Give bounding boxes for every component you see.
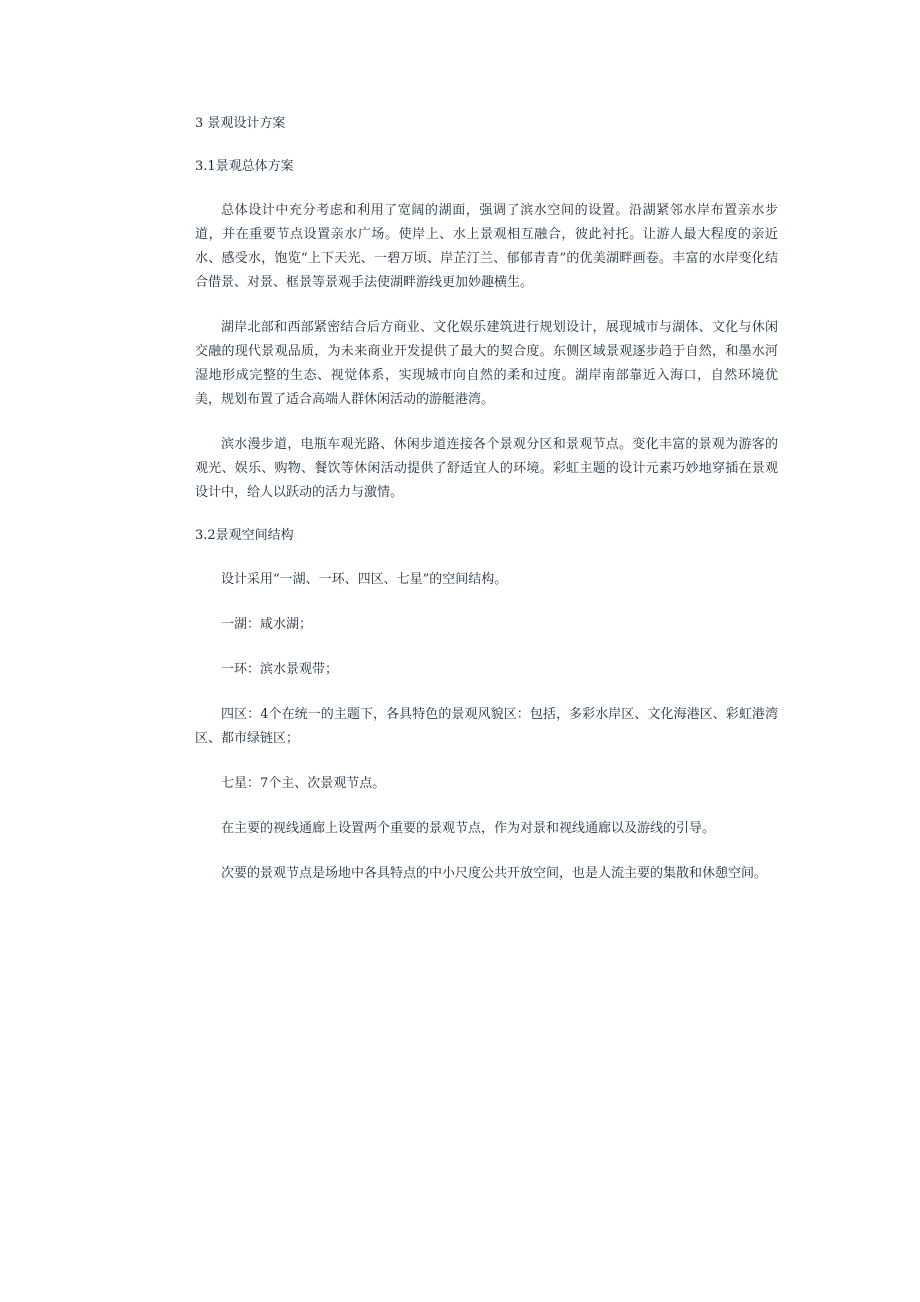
subsection-title-3-2: 3.2景观空间结构 <box>195 528 294 543</box>
paragraph-one-ring: 一环：滨水景观带； <box>221 662 339 677</box>
paragraph-main-nodes: 在主要的视线通廊上设置两个重要的景观节点，作为对景和视线通廊以及游线的引导。 <box>221 821 716 836</box>
subsection-title-3-1: 3.1景观总体方案 <box>195 159 294 174</box>
section-title: 3 景观设计方案 <box>195 116 286 131</box>
paragraph-seven-stars: 七星：7个主、次景观节点。 <box>221 776 386 791</box>
paragraph-promenade: 滨水漫步道，电瓶车观光路、休闲步道连接各个景观分区和景观节点。变化丰富的景观为游客的观光、娱乐、购物、餐饮等休闲活动提供了舒适宜人的环境。彩虹主题的设计元素巧妙地穿插在景观设计中，给人以跃动的活力与激情。 <box>195 437 778 500</box>
paragraph-spatial-structure: 设计采用“一湖、一环、四区、七星”的空间结构。 <box>221 572 508 587</box>
paragraph-north-west-shore: 湖岸北部和西部紧密结合后方商业、文化娱乐建筑进行规划设计，展现城市与湖体、文化与休闲交融的现代景观品质，为未来商业开发提供了最大的契合度。东侧区域景观逐步趋于自然，和墨水河湿地形成完整的生态、视觉体系，实现城市向自然的柔和过度。湖岸南部靠近入海口，自然环境优美，规划布置了适合高端人群休闲活动的游艇港湾。 <box>195 320 778 407</box>
paragraph-four-zones: 四区：4个在统一的主题下，各具特色的景观风貌区：包括，多彩水岸区、文化海港区、彩虹港湾区、都市绿链区； <box>195 707 778 746</box>
paragraph-one-lake: 一湖：咸水湖； <box>221 617 313 632</box>
paragraph-overall-design: 总体设计中充分考虑和利用了宽阔的湖面，强调了滨水空间的设置。沿湖紧邻水岸布置亲水步道，并在重要节点设置亲水广场。使岸上、水上景观相互融合，彼此衬托。让游人最大程度的亲近水、感受水，饱览“上下天光、一碧万顷、岸芷汀兰、郁郁青青”的优美湖畔画卷。丰富的水岸变化结合借景、对景、框景等景观手法使湖畔游线更加妙趣横生。 <box>195 203 778 290</box>
document-page <box>195 112 778 886</box>
paragraph-secondary-nodes: 次要的景观节点是场地中各具特点的中小尺度公共开放空间，也是人流主要的集散和休憩空间。 <box>221 866 768 881</box>
